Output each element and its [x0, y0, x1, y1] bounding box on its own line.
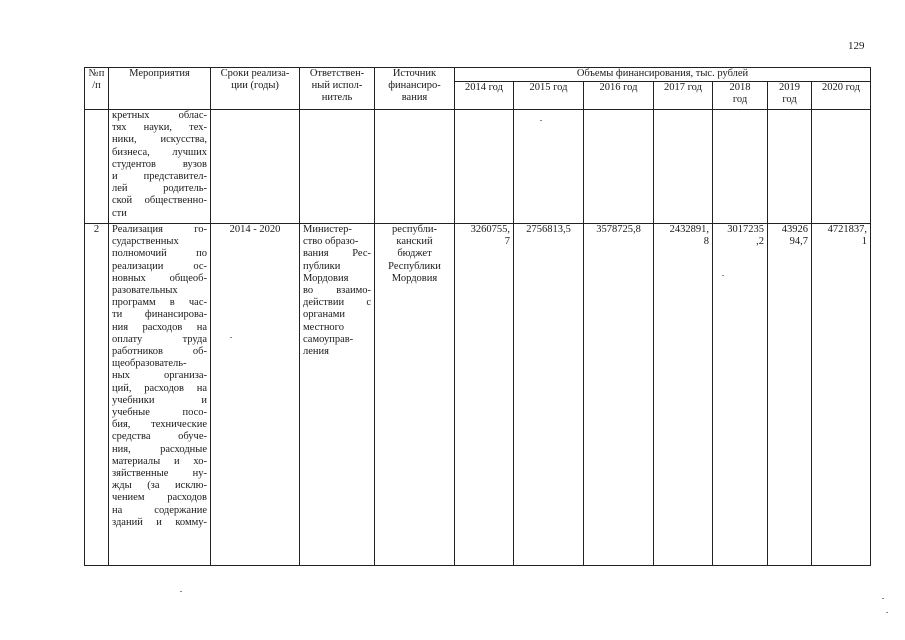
- header-year-2017: 2017 год: [654, 82, 713, 110]
- measure-line: ской общественно-: [112, 195, 207, 207]
- value-cell: 3017235 ,2: [713, 224, 768, 566]
- measure-line: ники, искусства,: [112, 134, 207, 146]
- measure-cell: [109, 110, 211, 224]
- value-cell: [812, 110, 871, 224]
- executor-line: органами: [303, 309, 346, 321]
- measure-line: ния расходов на: [112, 321, 207, 333]
- scan-speck: [230, 337, 232, 338]
- measure-line: работников об-: [112, 346, 207, 358]
- header-year-2020: 2020 год: [812, 82, 871, 110]
- measure-line: бизнеса, лучших: [112, 146, 207, 158]
- scan-speck: [882, 598, 884, 599]
- measure-line: разовательных: [112, 285, 178, 297]
- measure-line: новных общеоб-: [112, 272, 207, 284]
- value-cell: 2432891, 8: [654, 224, 713, 566]
- measure-line: чением расходов: [112, 492, 207, 504]
- header-year-2018: 2018 год: [713, 82, 768, 110]
- value-cell: 3578725,8: [584, 224, 654, 566]
- measure-line: ти финансирова-: [112, 309, 207, 321]
- measure-line: бия, технические: [112, 419, 207, 431]
- measure-line: на содержание: [112, 504, 207, 516]
- header-year-2014: 2014 год: [455, 82, 514, 110]
- scan-speck: [540, 120, 542, 121]
- scan-speck: [722, 275, 724, 276]
- row-number-cell: 2: [85, 224, 109, 566]
- measure-line: сударственных: [112, 236, 179, 248]
- header-year-2015: 2015 год: [514, 82, 584, 110]
- executor-line: во взаимо-: [303, 285, 371, 297]
- executor-line: Мордовия: [303, 272, 349, 284]
- value-cell: [455, 110, 514, 224]
- measure-line: щеобразователь-: [112, 358, 187, 370]
- table-row: [85, 110, 871, 224]
- executor-cell: [300, 110, 375, 224]
- value-cell: [584, 110, 654, 224]
- header-measures: Мероприятия: [109, 68, 211, 110]
- header-executor: Ответствен- ный испол- нитель: [300, 68, 375, 110]
- measure-line: оплату труда: [112, 333, 207, 345]
- table-row: [85, 224, 871, 566]
- executor-line: самоуправ-: [303, 333, 354, 345]
- value-cell: 3260755, 7: [455, 224, 514, 566]
- measure-line: Реализация го-: [112, 224, 207, 235]
- value-cell: 43926 94,7: [768, 224, 812, 566]
- row-number-cell: [85, 110, 109, 224]
- measure-line: полномочий по: [112, 248, 207, 260]
- value-cell: [514, 110, 584, 224]
- measure-line: ций, расходов на: [112, 382, 207, 394]
- executor-line: публики: [303, 260, 341, 272]
- measure-line: студентов вузов: [112, 158, 207, 170]
- source-cell: республи- канский бюджет Республики Мордовия: [375, 224, 455, 566]
- value-cell: [713, 110, 768, 224]
- header-year-2019: 2019 год: [768, 82, 812, 110]
- executor-line: вания Рес-: [303, 248, 371, 260]
- measure-line: реализации ос-: [112, 260, 207, 272]
- executor-line: Министер-: [303, 224, 352, 235]
- measure-line: средства обуче-: [112, 431, 207, 443]
- value-cell: 4721837, 1: [812, 224, 871, 566]
- measure-line: сти: [112, 207, 127, 219]
- value-cell: [654, 110, 713, 224]
- scan-speck: [180, 591, 182, 592]
- header-source: Источник финансиро- вания: [375, 68, 455, 110]
- measure-line: тях науки, тех-: [112, 122, 207, 134]
- header-period: Сроки реализа- ции (годы): [211, 68, 300, 110]
- measure-line: кретных облас-: [112, 110, 207, 121]
- scan-speck: [886, 612, 888, 613]
- measure-line: жды (за исклю-: [112, 480, 207, 492]
- measure-line: учебные посо-: [112, 407, 207, 419]
- measure-line: зяйственные ну-: [112, 468, 207, 480]
- measure-line: программ в час-: [112, 297, 207, 309]
- period-cell: [211, 110, 300, 224]
- measure-line: материалы и хо-: [112, 455, 207, 467]
- source-cell: [375, 110, 455, 224]
- executor-line: ления: [303, 346, 329, 358]
- measure-line: и представител-: [112, 171, 207, 183]
- executor-cell: [300, 224, 375, 566]
- measure-line: ных организа-: [112, 370, 207, 382]
- header-financing: Объемы финансирования, тыс. рублей: [455, 68, 871, 82]
- value-cell: 2756813,5: [514, 224, 584, 566]
- measure-line: учебники и: [112, 394, 207, 406]
- measure-line: зданий и комму-: [112, 516, 207, 528]
- period-cell: 2014 - 2020: [211, 224, 300, 566]
- financing-table: [84, 67, 871, 566]
- measure-line: ния, расходные: [112, 443, 207, 455]
- header-number: №п /п: [85, 68, 109, 110]
- header-year-2016: 2016 год: [584, 82, 654, 110]
- executor-line: действии с: [303, 297, 371, 309]
- executor-line: ство образо-: [303, 236, 359, 248]
- measure-cell: [109, 224, 211, 566]
- executor-line: местного: [303, 321, 344, 333]
- measure-line: лей родитель-: [112, 183, 207, 195]
- value-cell: [768, 110, 812, 224]
- page-number: 129: [848, 40, 865, 52]
